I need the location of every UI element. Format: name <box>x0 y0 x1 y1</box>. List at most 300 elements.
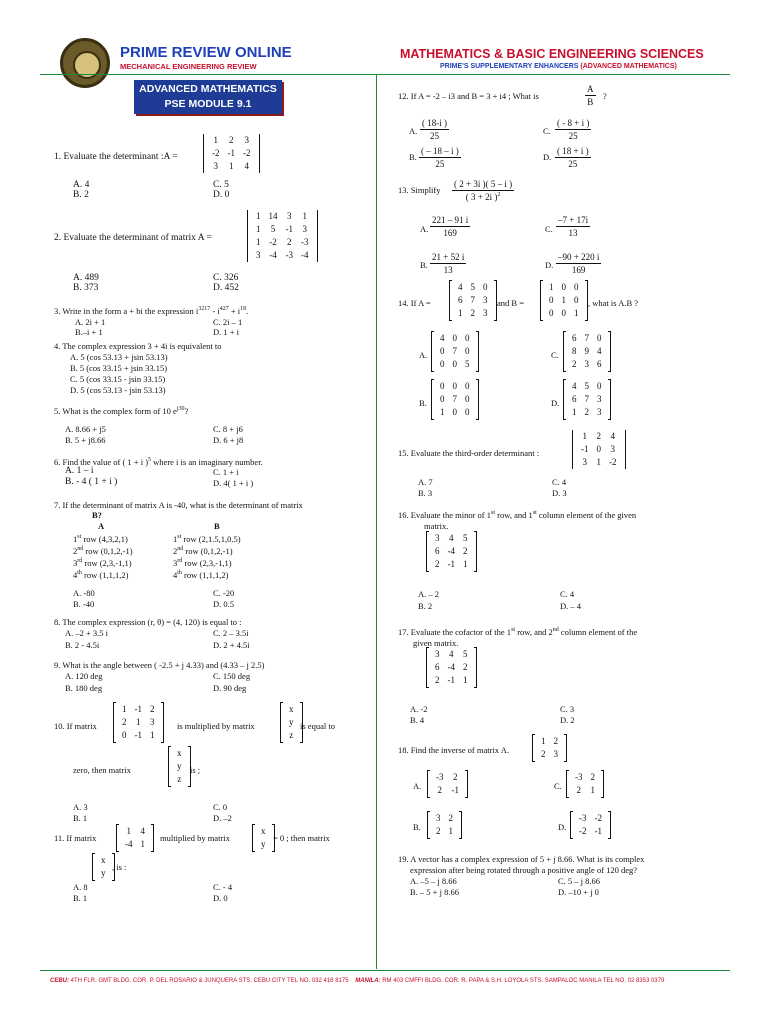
q17-choice-c: C. 3 <box>560 704 575 714</box>
q10-stem-line2: zero, then matrix <box>73 765 131 775</box>
q10-stem-line2-end: is ; <box>190 765 201 775</box>
q8-choice-c: C. 2 – 3.5i <box>213 628 249 638</box>
q11-stem-end: = 0 ; then matrix <box>273 833 330 843</box>
q5-choice-d: D. 6 + j8 <box>213 435 244 445</box>
matrix-cell: -1 <box>227 148 235 158</box>
q11-matrix-x <box>252 825 275 851</box>
q7-row: 2nd row (0,1,2,-1) <box>173 546 233 556</box>
matrix-cell: -1 <box>594 826 602 836</box>
q7-row: 4th row (1,1,1,2) <box>173 570 229 580</box>
matrix-cell: 0 <box>483 282 488 292</box>
matrix-cell: 7 <box>470 295 475 305</box>
matrix-cell: 1 <box>448 826 453 836</box>
subject-title: MATHEMATICS & BASIC ENGINEERING SCIENCES <box>400 47 704 61</box>
q4-choice-a: A. 5 (cos 53.13 + jsin 53.13) <box>70 352 168 362</box>
q3-stem: 3. Write in the form a + bi the expression $i^{3217} - i^{427} + i^{18}$. <box>54 306 249 316</box>
matrix-cell: 6 <box>435 546 440 556</box>
matrix-cell: -4 <box>301 250 309 260</box>
matrix-cell: -3 <box>436 772 444 782</box>
matrix-cell: 4 <box>440 333 445 343</box>
q7-choice-d: D. 0.5 <box>213 599 235 609</box>
matrix-cell: -1 <box>134 704 142 714</box>
q6-stem: 6. Find the value of ( 1 + i )$^5$ where i is an imaginary number. <box>54 457 263 467</box>
matrix-cell: 7 <box>584 394 589 404</box>
matrix-cell: y <box>289 717 294 727</box>
matrix-cell: 1 <box>213 135 218 145</box>
q15-matrix <box>572 430 626 469</box>
matrix-cell: 0 <box>452 359 457 369</box>
q15-choice-c: C. 4 <box>552 477 567 487</box>
brand-subtitle: MECHANICAL ENGINEERING REVIEW <box>120 62 257 71</box>
q6-choice-a: A. 1 – i <box>65 466 94 476</box>
matrix-cell: z <box>177 774 182 784</box>
module-badge: ADVANCED MATHEMATICS PSE MODULE 9.1 <box>134 80 282 114</box>
q9-choice-b: B. 180 deg <box>65 683 103 693</box>
matrix-cell: 2 <box>572 359 577 369</box>
q13-label-b: B. <box>420 260 428 270</box>
matrix-cell: 4 <box>449 533 454 543</box>
matrix-cell: 1 <box>463 675 468 685</box>
matrix-cell: 0 <box>452 333 457 343</box>
q11-choice-b: B. 1 <box>73 893 88 903</box>
matrix-cell: -3 <box>575 772 583 782</box>
matrix-cell: 0 <box>596 444 601 454</box>
matrix-cell: 0 <box>465 381 470 391</box>
q7-matrix-b-rows <box>173 533 241 581</box>
q15-choice-a: A. 7 <box>418 477 433 487</box>
q12-choice-a: $\frac{( 18-i )}{25}$ <box>422 118 447 141</box>
q11-choice-d: D. 0 <box>213 893 228 903</box>
q12-label-b: B. <box>409 152 417 162</box>
brand-title: PRIME REVIEW ONLINE <box>120 44 292 61</box>
q6-choice-d: D. 4( 1 + i ) <box>213 478 254 488</box>
column-divider <box>376 74 377 969</box>
q17-choice-d: D. 2 <box>560 715 575 725</box>
q7-row: 3rd row (2,3,-1,1) <box>173 558 232 568</box>
q7-row: 1st row (4,3,2,1) <box>73 534 128 544</box>
matrix-cell: 1 <box>126 826 131 836</box>
q14-stem: 14. If A = <box>398 298 431 308</box>
q7-stem-b: B? <box>92 510 102 520</box>
q14-choice-b-matrix <box>431 380 479 419</box>
matrix-cell: 1 <box>596 457 601 467</box>
q3-choice-a: A. 2i + 1 <box>75 317 106 327</box>
matrix-cell: 0 <box>465 333 470 343</box>
q7-row: 3rd row (2,3,-1,1) <box>73 558 132 568</box>
matrix-cell: 1 <box>549 282 554 292</box>
q12-label-d: D. <box>543 152 552 162</box>
matrix-cell: 3 <box>287 211 292 221</box>
matrix-cell: 6 <box>435 662 440 672</box>
q2-choice-c: C. 326 <box>213 273 239 283</box>
matrix-cell: 0 <box>122 730 127 740</box>
matrix-cell: 1 <box>302 211 307 221</box>
q18-choice-c-matrix <box>566 771 604 797</box>
matrix-cell: 2 <box>435 675 440 685</box>
matrix-cell: 0 <box>465 407 470 417</box>
matrix-cell: -4 <box>269 250 277 260</box>
q14-matrix-a <box>449 281 497 320</box>
matrix-cell: 2 <box>553 736 558 746</box>
matrix-cell: 1 <box>463 559 468 569</box>
q7-stem: 7. If the determinant of matrix A is -40, what is the determinant of matrix <box>54 500 303 510</box>
q15-stem: 15. Evaluate the third-order determinant : <box>398 448 540 458</box>
q11-matrix <box>116 825 154 851</box>
matrix-cell: 7 <box>452 346 457 356</box>
q16-choice-d: D. – 4 <box>560 601 582 611</box>
q3-choice-d: D. 1 + i <box>213 327 240 337</box>
q7-choice-c: C. -20 <box>213 588 235 598</box>
q14-label-d: D. <box>551 398 560 408</box>
matrix-cell: 1 <box>256 211 261 221</box>
q16-choice-b: B. 2 <box>418 601 433 611</box>
matrix-cell: 3 <box>553 749 558 759</box>
q19-stem-b: expression after being rotated through a positive angle of 120 deg? <box>410 865 638 875</box>
q7-matrix-a-rows <box>73 533 133 581</box>
q5-stem: 5. What is the complex form of 10 $e^{j30}$? <box>54 406 189 416</box>
q11-stem: 11. If matrix <box>54 833 97 843</box>
q16-choice-a: A. – 2 <box>418 589 440 599</box>
q2-matrix <box>247 210 318 262</box>
q12-choice-c: $\frac{( - 8 + i )}{25}$ <box>557 118 590 141</box>
q9-choice-c: C. 150 deg <box>213 671 251 681</box>
matrix-cell: 6 <box>597 359 602 369</box>
matrix-cell: 2 <box>596 431 601 441</box>
matrix-cell: 5 <box>465 359 470 369</box>
matrix-cell: 1 <box>256 224 261 234</box>
matrix-cell: 0 <box>574 295 579 305</box>
footer-cebu-label: CEBU: <box>50 978 69 984</box>
q13-stem: 13. Simplify <box>398 185 441 195</box>
q2-stem: 2. Evaluate the determinant of matrix A = <box>54 233 212 243</box>
q12-label-c: C. <box>543 126 551 136</box>
matrix-cell: 1 <box>256 237 261 247</box>
matrix-cell: 2 <box>448 813 453 823</box>
q14-label-c: C. <box>551 350 559 360</box>
matrix-cell: -2 <box>609 457 617 467</box>
matrix-cell: -4 <box>447 546 455 556</box>
matrix-cell: -1 <box>581 444 589 454</box>
matrix-cell: 3 <box>435 533 440 543</box>
q18-label-b: B. <box>413 822 421 832</box>
q7-choice-a: A. -80 <box>73 588 95 598</box>
matrix-cell: -2 <box>579 826 587 836</box>
matrix-cell: -1 <box>447 559 455 569</box>
matrix-cell: 1 <box>561 295 566 305</box>
q17-choice-b: B. 4 <box>410 715 425 725</box>
matrix-cell: 6 <box>572 394 577 404</box>
matrix-cell: x <box>101 855 106 865</box>
matrix-cell: 3 <box>244 135 249 145</box>
q7-row: 2nd row (0,1,2,-1) <box>73 546 133 556</box>
q4-stem: 4. The complex expression 3 + 4i is equivalent to <box>54 341 222 351</box>
q13-label-d: D. <box>545 260 554 270</box>
matrix-cell: 4 <box>610 431 615 441</box>
q9-choice-d: D. 90 deg <box>213 683 247 693</box>
q6-choice-b: B. - 4 ( 1 + i ) <box>65 477 118 487</box>
matrix-cell: 2 <box>463 546 468 556</box>
q10-choice-c: C. 0 <box>213 802 228 812</box>
matrix-cell: 3 <box>582 457 587 467</box>
matrix-cell: 0 <box>597 381 602 391</box>
matrix-cell: y <box>261 839 266 849</box>
q4-choice-c: C. 5 (cos 33.15 - jsin 33.15) <box>70 374 166 384</box>
q15-choice-d: D. 3 <box>552 488 567 498</box>
q17-choice-a: A. -2 <box>410 704 428 714</box>
q18-label-c: C. <box>554 781 562 791</box>
matrix-cell: 3 <box>483 308 488 318</box>
q8-choice-d: D. 2 + 4.5i <box>213 640 250 650</box>
q11-stem-mid: multiplied by matrix <box>160 833 230 843</box>
matrix-cell: 1 <box>440 407 445 417</box>
q5-choice-a: A. 8.66 + j5 <box>65 424 106 434</box>
matrix-cell: 3 <box>435 649 440 659</box>
matrix-cell: 0 <box>452 381 457 391</box>
q6-choice-c: C. 1 + i <box>213 467 239 477</box>
matrix-cell: 7 <box>452 394 457 404</box>
q7-col-b: B <box>214 521 220 531</box>
matrix-cell: 14 <box>268 211 278 221</box>
matrix-cell: 2 <box>287 237 292 247</box>
q16-choice-c: C. 4 <box>560 589 575 599</box>
matrix-cell: -4 <box>125 839 133 849</box>
q10-choice-b: B. 1 <box>73 813 88 823</box>
matrix-cell: 0 <box>549 295 554 305</box>
matrix-cell: 0 <box>465 394 470 404</box>
q18-label-a: A. <box>413 781 422 791</box>
q5-choice-c: C. 8 + j6 <box>213 424 243 434</box>
matrix-cell: 2 <box>584 407 589 417</box>
q8-choice-b: B. 2 - 4.5i <box>65 640 100 650</box>
q8-choice-a: A. –2 + 3.5 i <box>65 628 109 638</box>
q1-choice-c: C. 5 <box>213 180 229 190</box>
matrix-cell: 0 <box>549 308 554 318</box>
q14-matrix-b <box>540 281 588 320</box>
footer-rule <box>40 970 730 971</box>
q1-choice-d: D. 0 <box>213 190 230 200</box>
q10-choice-d: D. –2 <box>213 813 232 823</box>
matrix-cell: 3 <box>256 250 261 260</box>
q19-choice-d: D. –10 + j 0 <box>558 887 599 897</box>
matrix-cell: 2 <box>463 662 468 672</box>
matrix-cell: z <box>289 730 294 740</box>
enhancer-line: PRIME'S SUPPLEMENTARY ENHANCERS (ADVANCED MATHEMATICS) <box>440 63 677 70</box>
matrix-cell: 2 <box>122 717 127 727</box>
matrix-cell: 7 <box>584 333 589 343</box>
footer-manila-label: MANILA: <box>355 978 381 984</box>
q13-choice-b: $\frac{21 + 52 i}{13}$ <box>432 252 465 275</box>
matrix-cell: 3 <box>150 717 155 727</box>
matrix-cell: 1 <box>574 308 579 318</box>
matrix-cell: 5 <box>463 533 468 543</box>
matrix-cell: 4 <box>597 346 602 356</box>
matrix-cell: y <box>101 868 106 878</box>
matrix-cell: 0 <box>440 381 445 391</box>
matrix-cell: 1 <box>122 704 127 714</box>
matrix-cell: 1 <box>582 431 587 441</box>
q10-matrix-x <box>168 747 191 786</box>
matrix-cell: 0 <box>440 394 445 404</box>
matrix-cell: -3 <box>285 250 293 260</box>
q13-choice-d: $\frac{-90 + 220 i}{169}$ <box>558 252 600 275</box>
q13-choice-a: $\frac{221 - 91 i}{169}$ <box>432 215 469 238</box>
matrix-cell: 4 <box>572 381 577 391</box>
matrix-cell: y <box>177 761 182 771</box>
q14-stem-end: , what is A.B ? <box>588 298 639 308</box>
matrix-cell: x <box>261 826 266 836</box>
q17-matrix <box>426 648 477 687</box>
q14-choice-d-matrix <box>563 380 611 419</box>
matrix-cell: 3 <box>483 295 488 305</box>
q18-choice-d-matrix <box>570 812 611 838</box>
q12-stem-end: ? <box>603 91 607 101</box>
matrix-cell: 4 <box>449 649 454 659</box>
matrix-cell: 1 <box>541 736 546 746</box>
matrix-cell: 2 <box>229 135 234 145</box>
matrix-cell: 6 <box>458 295 463 305</box>
footer-addresses <box>50 978 730 984</box>
q1-choice-b: B. 2 <box>73 190 89 200</box>
q18-choice-b-matrix <box>427 812 462 838</box>
q13-fraction: $\frac{( 2 + 3i )( 5 - i )}{( 3 + 2i )^2}$ <box>454 179 513 202</box>
q9-choice-a: A. 120 deg <box>65 671 103 681</box>
matrix-cell: 5 <box>463 649 468 659</box>
q3-choice-b: B.–i + 1 <box>75 327 103 337</box>
matrix-cell: 5 <box>584 381 589 391</box>
matrix-cell: x <box>289 704 294 714</box>
matrix-cell: 4 <box>244 161 249 171</box>
q18-choice-a-matrix <box>427 771 468 797</box>
matrix-cell: 1 <box>150 730 155 740</box>
matrix-cell: 4 <box>140 826 145 836</box>
matrix-cell: 2 <box>437 785 442 795</box>
q17-stem: 17. Evaluate the cofactor of the 1st row, and 2nd column element of the <box>398 627 638 637</box>
q10-stem-end: is equal to <box>300 721 335 731</box>
matrix-cell: 1 <box>458 308 463 318</box>
footer-cebu-address: 4TH FLR. GMT BLDG. COR. P. DEL ROSARIO & JUNQUERA STS. CEBU CITY TEL NO. 032 416 8175 <box>70 978 349 984</box>
matrix-cell: 5 <box>270 224 276 234</box>
q4-choice-b: B. 5 (cos 33.15 + jsin 33.15) <box>70 363 168 373</box>
matrix-cell: 2 <box>470 308 475 318</box>
matrix-cell: 1 <box>572 407 577 417</box>
matrix-cell: 6 <box>572 333 577 343</box>
matrix-cell: 3 <box>597 407 602 417</box>
matrix-cell: -1 <box>451 785 459 795</box>
q2-choice-b: B. 373 <box>73 283 99 293</box>
q14-stem-mid: and B = <box>497 298 524 308</box>
matrix-cell: 0 <box>440 346 445 356</box>
q2-choice-d: D. 452 <box>213 283 239 293</box>
matrix-cell: 1 <box>229 161 234 171</box>
matrix-cell: -2 <box>212 148 220 158</box>
matrix-cell: 2 <box>541 749 546 759</box>
q17-stem-b: given matrix. <box>413 638 459 648</box>
matrix-cell: -2 <box>243 148 251 158</box>
q5-choice-b: B. 5 + j8.66 <box>65 435 106 445</box>
matrix-cell: 0 <box>574 282 579 292</box>
q10-choice-a: A. 3 <box>73 802 88 812</box>
q14-label-b: B. <box>419 398 427 408</box>
matrix-cell: 1 <box>140 839 145 849</box>
matrix-cell: 3 <box>302 224 307 234</box>
q11-choice-a: A. 8 <box>73 882 88 892</box>
matrix-cell: 3 <box>610 444 615 454</box>
q7-row: 4th row (1,1,1,2) <box>73 570 129 580</box>
matrix-cell: 0 <box>561 282 566 292</box>
q14-choice-a-matrix <box>431 332 479 371</box>
q19-stem: 19. A vector has a complex expression of 5 + j 8.66. What is its complex <box>398 854 645 864</box>
q1-stem: 1. Evaluate the determinant :A = <box>54 152 178 162</box>
q7-row: 1st row (2,1.5,1,0.5) <box>173 534 241 544</box>
matrix-cell: 2 <box>453 772 458 782</box>
matrix-cell: 3 <box>597 394 602 404</box>
q12-choice-b: $\frac{( - 18 - i )}{25}$ <box>421 146 459 169</box>
q14-label-a: A. <box>419 350 428 360</box>
q2-choice-a: A. 489 <box>73 273 99 283</box>
matrix-cell: -3 <box>579 813 587 823</box>
matrix-cell: 9 <box>584 346 589 356</box>
prime-logo <box>60 38 110 88</box>
q11-choice-c: C. - 4 <box>213 882 233 892</box>
q16-matrix <box>426 532 477 571</box>
q19-choice-c: C. 5 – j 8.66 <box>558 876 601 886</box>
matrix-cell: 2 <box>435 559 440 569</box>
q18-label-d: D. <box>558 822 567 832</box>
q18-stem: 18. Find the inverse of matrix A. <box>398 745 509 755</box>
matrix-cell: 3 <box>584 359 589 369</box>
matrix-cell: 3 <box>436 813 441 823</box>
q12-choice-d: $\frac{( 18 + i )}{25}$ <box>557 146 589 169</box>
q7-choice-b: B. -40 <box>73 599 95 609</box>
q9-stem: 9. What is the angle between ( -2.5 + j 4.33) and (4.33 – j 2.5) <box>54 660 265 670</box>
q3-choice-c: C. 2i – 1 <box>213 317 243 327</box>
matrix-cell: x <box>177 748 182 758</box>
matrix-cell: -1 <box>134 730 142 740</box>
matrix-cell: -1 <box>285 224 293 234</box>
q11-stem-line2: , is : <box>112 862 127 872</box>
matrix-cell: 0 <box>465 346 470 356</box>
q10-matrix-a <box>113 703 164 742</box>
matrix-cell: -1 <box>447 675 455 685</box>
matrix-cell: -2 <box>269 237 277 247</box>
matrix-cell: 8 <box>572 346 577 356</box>
q13-choice-c: $\frac{-7 + 17i}{13}$ <box>558 215 589 238</box>
q12-stem: 12. If A = -2 – i3 and B = 3 + i4 ; What is <box>398 91 539 101</box>
q4-choice-d: D. 5 (cos 53.13 - jsin 53.13) <box>70 385 166 395</box>
matrix-cell: 0 <box>440 359 445 369</box>
matrix-cell: -4 <box>447 662 455 672</box>
q14-choice-c-matrix <box>563 332 611 371</box>
matrix-cell: 5 <box>470 282 475 292</box>
matrix-cell: -3 <box>301 237 309 247</box>
matrix-cell: -2 <box>594 813 602 823</box>
q13-label-c: C. <box>545 224 553 234</box>
q10-stem-mid: is multiplied by matrix <box>177 721 255 731</box>
q1-matrix <box>203 134 260 173</box>
matrix-cell: 1 <box>590 785 595 795</box>
q16-stem: 16. Evaluate the minor of 1st row, and 1st column element of the given <box>398 510 637 520</box>
q7-col-a: A <box>98 521 105 531</box>
matrix-cell: 4 <box>458 282 463 292</box>
q16-stem-b: matrix. <box>424 521 449 531</box>
q15-choice-b: B. 3 <box>418 488 433 498</box>
matrix-cell: 0 <box>452 407 457 417</box>
q8-stem: 8. The complex expression (r, θ) = (4, 120) is equal to : <box>54 617 242 627</box>
matrix-cell: 2 <box>150 704 155 714</box>
q18-matrix <box>532 735 567 761</box>
matrix-cell: 2 <box>590 772 595 782</box>
q1-choice-a: A. 4 <box>73 180 90 190</box>
